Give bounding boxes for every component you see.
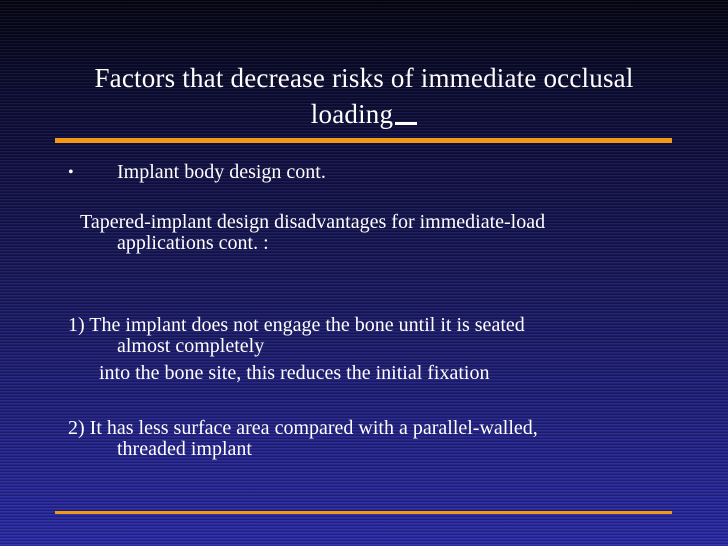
point-1-line-2: almost completely — [117, 335, 265, 357]
title-line-2-wrapper — [30, 96, 698, 132]
point-2-line-1: 2) It has less surface area compared with a parallel-walled, — [68, 417, 538, 439]
slide-title — [30, 60, 698, 132]
point-1-line-1: 1) The implant does not engage the bone until it is seated — [68, 314, 525, 336]
bullet-icon: • — [68, 164, 74, 181]
title-underline-rule — [55, 138, 672, 143]
subheading-line-2: applications cont. : — [117, 232, 269, 254]
footer-rule — [55, 511, 672, 514]
text-cursor-mark — [395, 122, 417, 125]
point-2-line-2: threaded implant — [117, 438, 252, 460]
point-1-line-3: into the bone site, this reduces the initial fixation — [99, 362, 490, 384]
bullet-text: Implant body design cont. — [117, 161, 326, 183]
subheading-line-1: Tapered-implant design disadvantages for immediate-load — [80, 211, 546, 233]
title-line-2: loading — [310, 99, 394, 129]
title-line-1: Factors that decrease risks of immediate occlusal — [94, 63, 634, 93]
